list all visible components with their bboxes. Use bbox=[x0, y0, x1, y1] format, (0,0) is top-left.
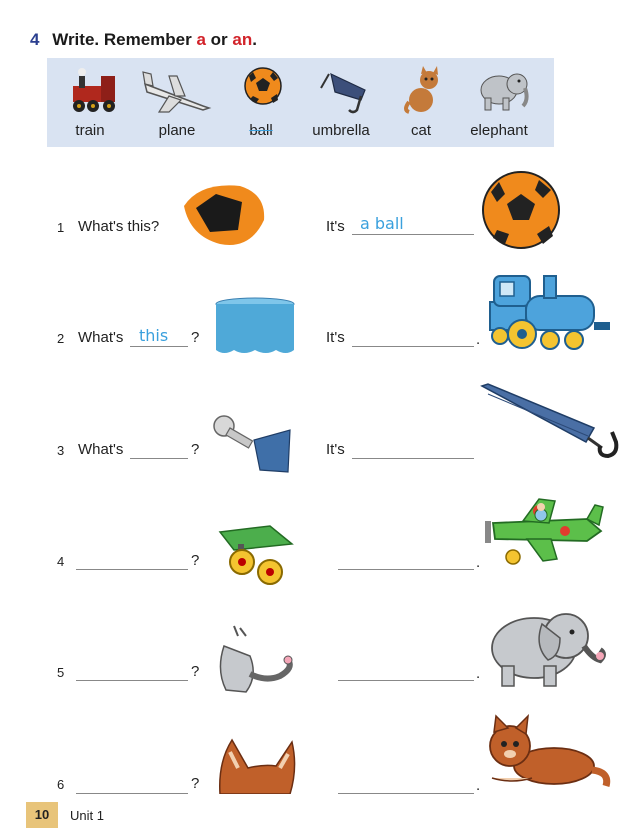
item-3-question-mark: ? bbox=[191, 441, 200, 458]
item-1-question: What's this? bbox=[78, 218, 160, 235]
item-5-number: 5 bbox=[57, 665, 65, 680]
exercise-number: 4 bbox=[30, 30, 40, 49]
plane-partial-picture bbox=[214, 522, 294, 588]
item-6-number: 6 bbox=[57, 777, 65, 792]
instruction-suffix: . bbox=[252, 30, 257, 49]
elephant-partial-picture bbox=[210, 622, 298, 698]
item-6-question-mark: ? bbox=[191, 775, 200, 792]
water-picture bbox=[214, 296, 296, 358]
instruction-connector: or bbox=[210, 30, 228, 49]
item-1-number: 1 bbox=[57, 220, 65, 235]
item-1-answer-filled: a ball bbox=[360, 214, 404, 233]
ball-partial-picture bbox=[180, 180, 270, 252]
item-4-number: 4 bbox=[57, 554, 65, 569]
item-5-answer-line[interactable] bbox=[338, 662, 474, 681]
elephant-picture bbox=[488, 602, 608, 690]
item-5-period: . bbox=[476, 665, 481, 682]
item-3-question-prefix: What's bbox=[78, 441, 124, 458]
item-1-answer-prefix: It's bbox=[326, 218, 345, 235]
elephant-icon bbox=[477, 66, 531, 114]
item-6-question-line[interactable] bbox=[76, 775, 188, 794]
ball-picture bbox=[481, 170, 561, 250]
plane-icon bbox=[139, 66, 213, 116]
exercise-title bbox=[30, 30, 257, 50]
word-train: train bbox=[75, 122, 105, 139]
umbrella-icon bbox=[315, 66, 371, 114]
item-2-question-mark: ? bbox=[191, 329, 200, 346]
item-4-period: . bbox=[476, 554, 481, 571]
cat-icon bbox=[401, 66, 445, 114]
cat-partial-picture bbox=[216, 738, 296, 794]
word-elephant: elephant bbox=[470, 122, 528, 139]
item-4-question-line[interactable] bbox=[76, 551, 188, 570]
item-3-answer-prefix: It's bbox=[326, 441, 345, 458]
unit-label: Unit 1 bbox=[70, 808, 104, 823]
train-picture bbox=[486, 272, 614, 354]
item-5-question-line[interactable] bbox=[76, 662, 188, 681]
word-umbrella: umbrella bbox=[312, 122, 370, 139]
item-3-question-line[interactable] bbox=[130, 440, 188, 459]
item-5-question-mark: ? bbox=[191, 663, 200, 680]
plane-picture bbox=[483, 495, 609, 570]
item-2-number: 2 bbox=[57, 331, 65, 346]
word-plane: plane bbox=[158, 122, 196, 139]
item-2-period: . bbox=[476, 331, 481, 348]
word-box bbox=[47, 58, 554, 147]
item-2-answer-line[interactable] bbox=[352, 328, 474, 347]
article-an: an bbox=[232, 30, 253, 49]
page-number: 10 bbox=[26, 802, 58, 828]
instruction-prefix: Write. Remember bbox=[52, 30, 192, 49]
item-2-question-prefix: What's bbox=[78, 329, 124, 346]
train-icon bbox=[67, 66, 123, 114]
cat-picture bbox=[482, 714, 612, 792]
item-4-answer-line[interactable] bbox=[338, 551, 474, 570]
article-a: a bbox=[196, 30, 206, 49]
umbrella-partial-picture bbox=[210, 412, 294, 476]
item-3-number: 3 bbox=[57, 443, 65, 458]
item-2-question-filled: this bbox=[139, 326, 169, 345]
word-cat: cat bbox=[410, 122, 431, 139]
item-2-answer-prefix: It's bbox=[326, 329, 345, 346]
umbrella-picture bbox=[476, 382, 622, 458]
ball-icon bbox=[243, 66, 283, 106]
item-3-answer-line[interactable] bbox=[352, 440, 474, 459]
item-6-period: . bbox=[476, 777, 481, 794]
word-ball-crossed: ball bbox=[249, 122, 273, 139]
item-4-question-mark: ? bbox=[191, 552, 200, 569]
item-6-answer-line[interactable] bbox=[338, 775, 474, 794]
